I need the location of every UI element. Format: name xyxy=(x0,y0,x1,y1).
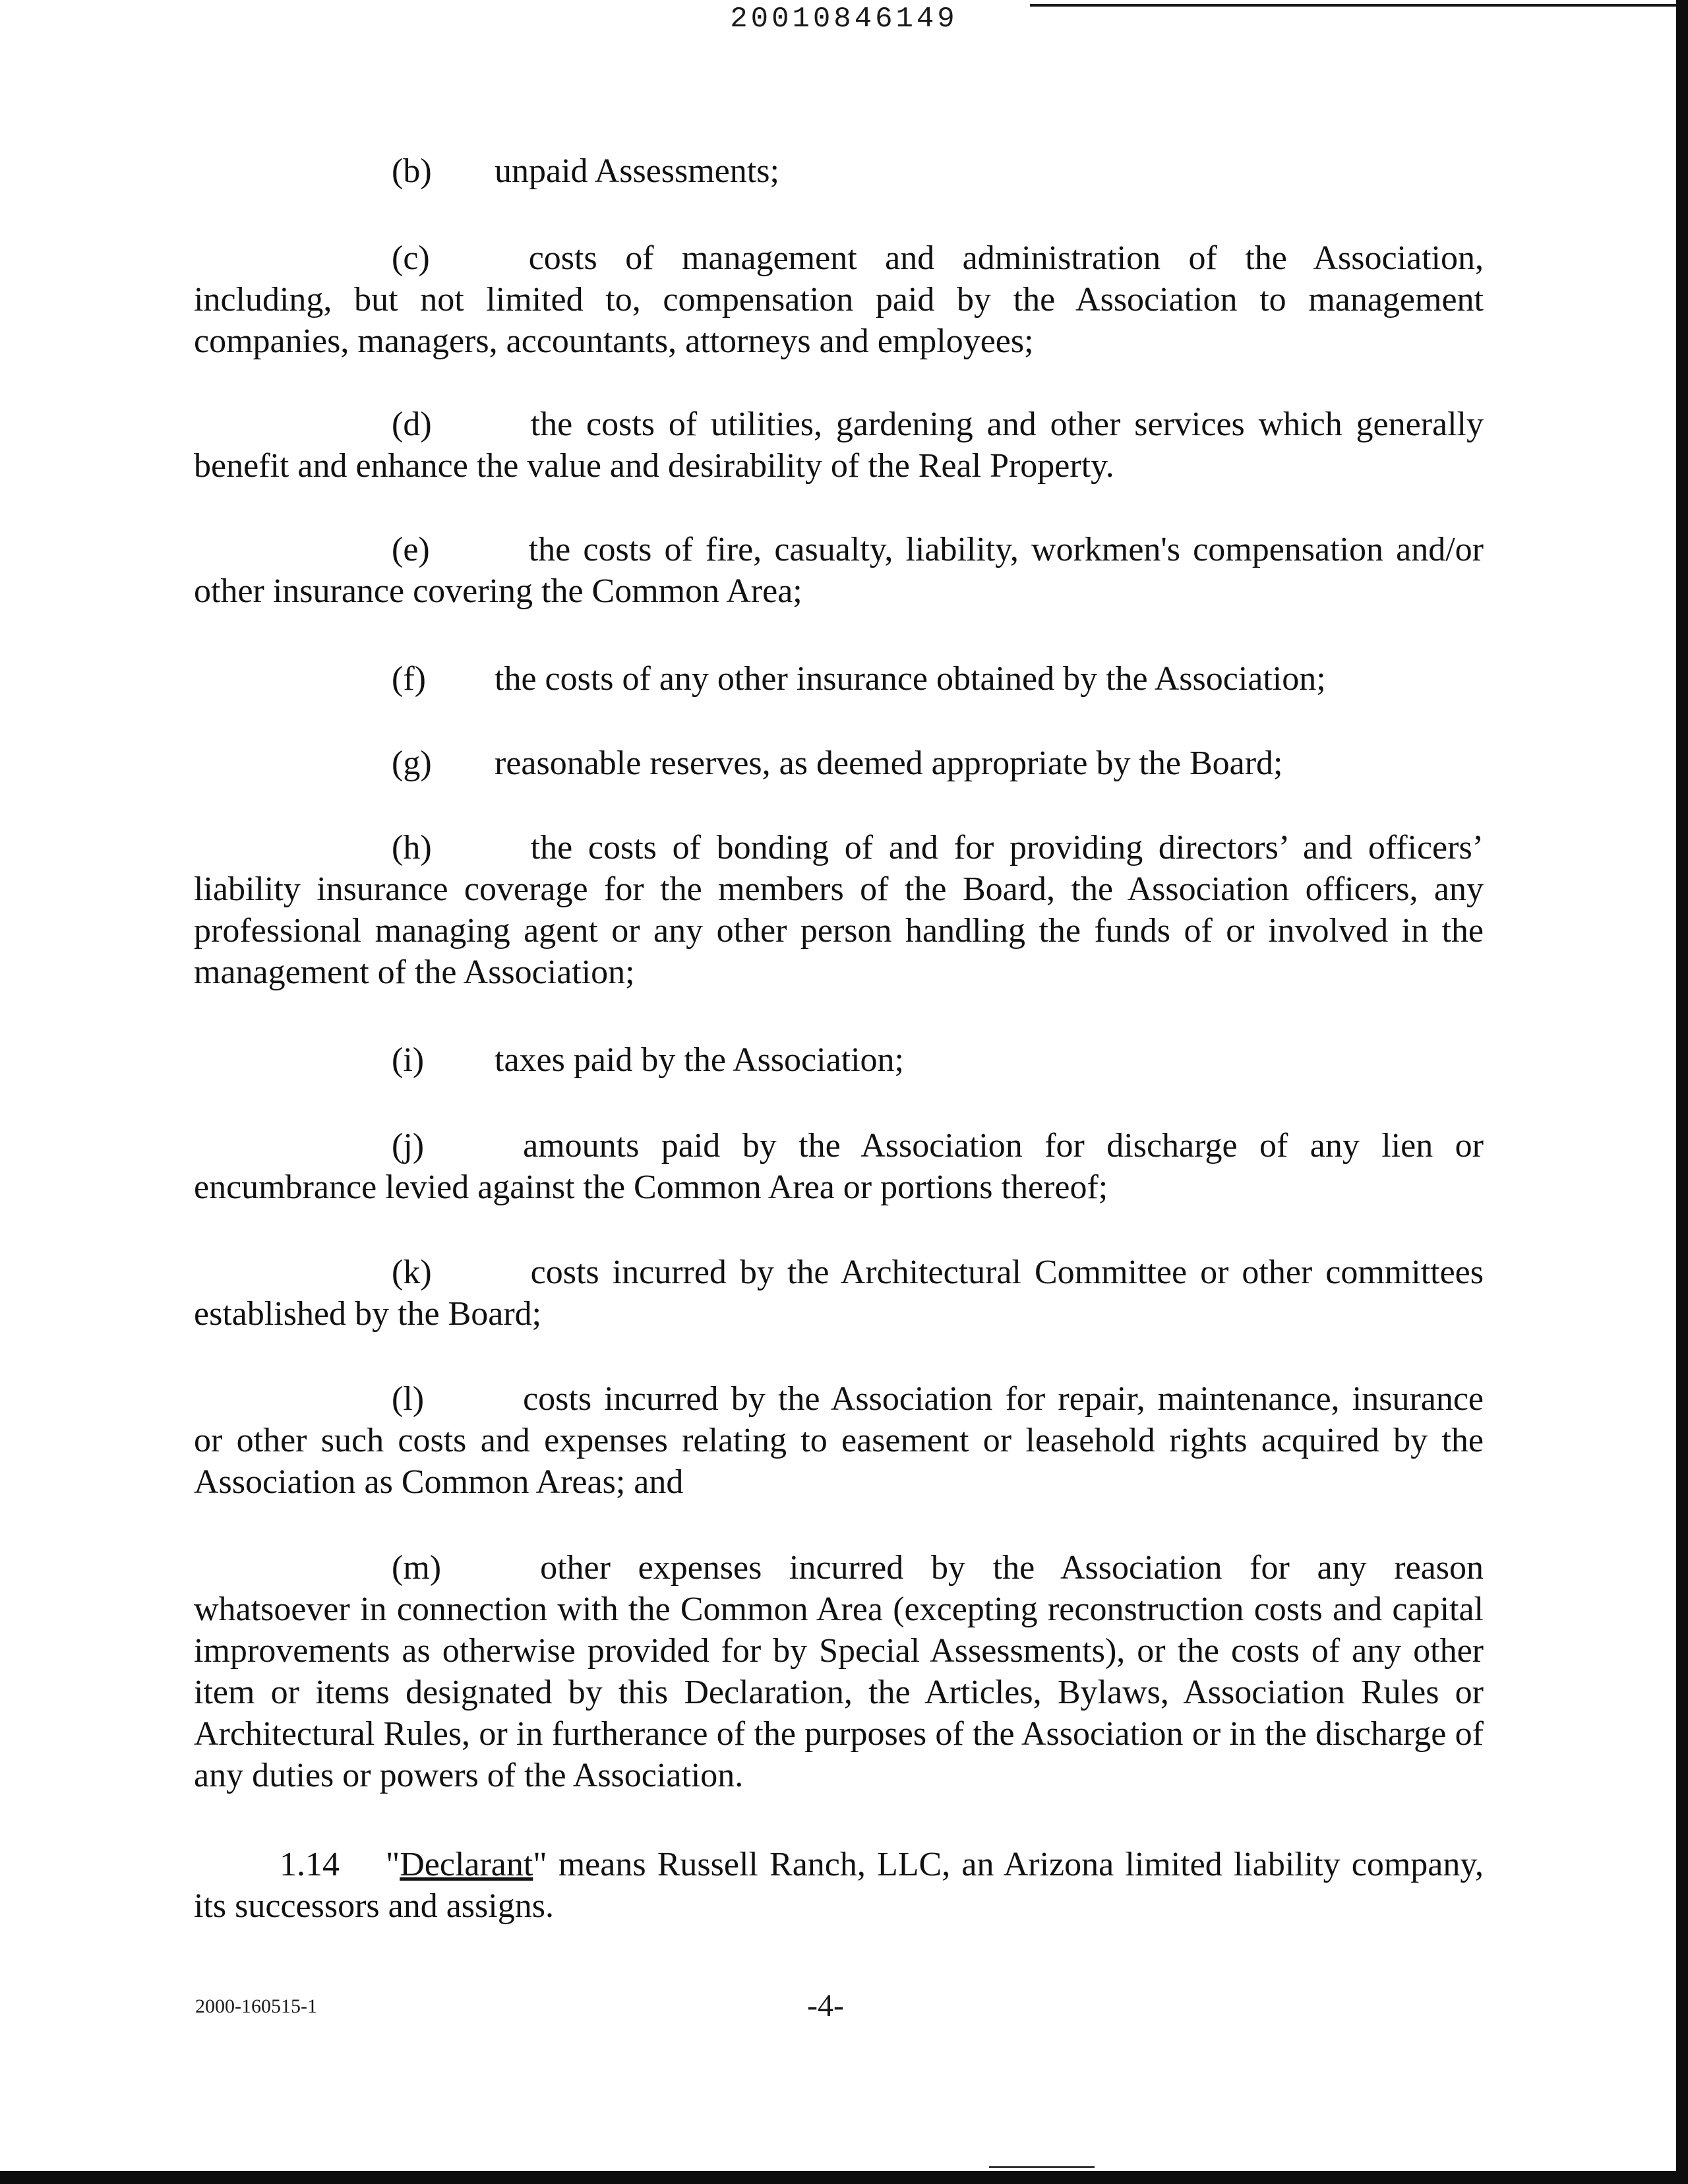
scan-edge-bottom xyxy=(0,2171,1688,2184)
page-number: -4- xyxy=(807,1988,844,2023)
item-label: (i) xyxy=(392,1041,425,1079)
item-label: (h) xyxy=(392,829,432,866)
item-label: (d) xyxy=(392,406,432,443)
item-text: costs incurred by the Architectural Committee or other committees established by the Board; xyxy=(194,1254,1484,1333)
item-text: reasonable reserves, as deemed appropriate by the Board; xyxy=(495,744,1283,782)
item-label: (f) xyxy=(392,660,426,698)
open-quote: " xyxy=(386,1846,400,1883)
item-text: amounts paid by the Association for discharge of any lien or encumbrance levied against the Common Area or portions thereof; xyxy=(194,1127,1484,1206)
list-item-j xyxy=(194,1125,1484,1208)
defined-term: Declarant xyxy=(400,1846,533,1883)
item-label: (g) xyxy=(392,744,432,782)
item-label: (l) xyxy=(392,1380,425,1418)
item-text: other expenses incurred by the Association for any reason whatsoever in connection with the Common Area (excepting reconstruction costs and capital improvements as otherwise provided for by Special Assessments), or the costs of any other item or items designated by this Declaration, the Articles, Bylaws, Association Rules or Architectural Rules, or in furtherance of the purposes of the Association or in the discharge of any duties or powers of the Association. xyxy=(194,1549,1484,1794)
list-item-d xyxy=(194,404,1484,487)
section-text: means Russell Ranch, LLC, an Arizona limited liability company, its successors and assigns. xyxy=(194,1846,1484,1925)
item-text: unpaid Assessments; xyxy=(495,152,779,190)
item-text: costs of management and administration of the Association, including, but not limited to, compensation paid by the Association to management companies, managers, accountants, attorneys and employees; xyxy=(194,239,1484,360)
list-item-k xyxy=(194,1252,1484,1335)
list-item-l xyxy=(194,1378,1484,1503)
list-item-h xyxy=(194,827,1484,993)
item-label: (j) xyxy=(392,1127,425,1165)
document-number: 20010846149 xyxy=(730,3,958,36)
item-label: (b) xyxy=(392,152,432,190)
item-text: taxes paid by the Association; xyxy=(495,1041,905,1079)
item-text: costs incurred by the Association for repair, maintenance, insurance or other such costs and expenses relating to easement or leasehold rights acquired by the Association as Common Areas; and xyxy=(194,1380,1484,1501)
close-quote: " xyxy=(533,1846,547,1883)
list-item-e xyxy=(194,529,1484,612)
item-label: (c) xyxy=(392,239,430,277)
item-text: the costs of utilities, gardening and other services which generally benefit and enhance the value and desirability of the Real Property. xyxy=(194,406,1484,485)
footer-document-id: 2000-160515-1 xyxy=(195,1995,317,2017)
scan-edge-mark xyxy=(989,2166,1095,2168)
section-1-14 xyxy=(194,1844,1484,1927)
list-item-c xyxy=(194,237,1484,362)
item-label: (e) xyxy=(392,531,430,568)
item-label: (m) xyxy=(392,1549,442,1587)
item-text: the costs of any other insurance obtained by the Association; xyxy=(495,660,1326,698)
item-text: the costs of bonding of and for providing directors’ and officers’ liability insurance coverage for the members of the Board, the Association officers, any professional managing agent or any other person handling the funds of or involved in the management of the Association; xyxy=(194,829,1484,991)
item-text: the costs of fire, casualty, liability, workmen's compensation and/or other insurance covering the Common Area; xyxy=(194,531,1484,610)
scan-edge-right xyxy=(1676,0,1688,2184)
list-item-m xyxy=(194,1547,1484,1796)
item-label: (k) xyxy=(392,1254,432,1291)
section-number: 1.14 xyxy=(280,1846,340,1883)
